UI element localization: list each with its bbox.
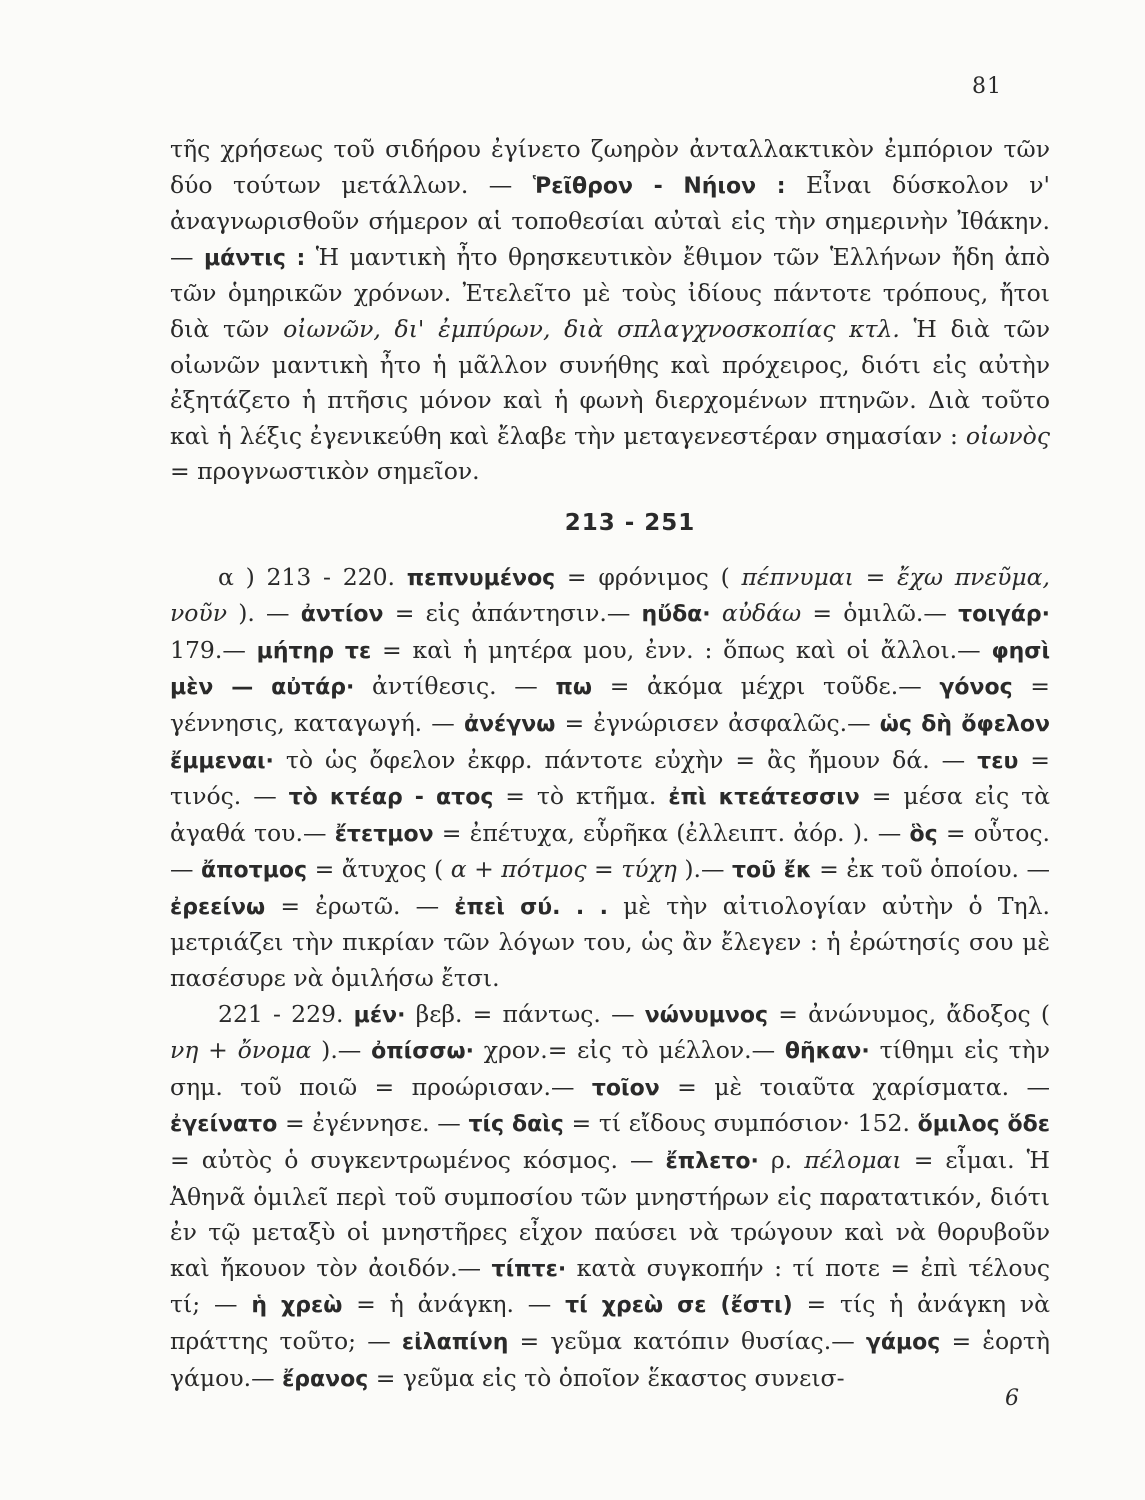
para-b-segment: = ἀνώνυμος, ἄδοξος (: [768, 999, 1050, 1028]
para-a-segment: ).—: [676, 855, 733, 884]
para-b-segment: εἰλαπίνη: [401, 1330, 509, 1355]
para-a-segment: μὲ τὴν αἰτιολογίαν αὐτὴν ὁ Τηλ. μετριάζει τὴν πικρίαν τῶν λόγων του, ὡς ἂν ἔλεγεν : ἡ ἐρώτησίς σου μὲ πασέσυρε νὰ ὁμιλήσω ἔτσι.: [170, 891, 1050, 993]
para-b-segment: ἡ χρεὼ: [251, 1293, 343, 1319]
para-b-segment: = εἶμαι. Ἡ Ἀθηνᾶ ὁμιλεῖ περὶ τοῦ συμποσίου τῶν μνηστήρων εἰς παρατατικόν, διότι ἐν τῷ μεταξὺ οἱ μνηστῆρες εἶχον παύσει νὰ τρώγουν καὶ νὰ θορυβοῦν καὶ ἤκουον τὸν ἀοιδόν.—: [170, 1146, 1050, 1282]
intro-segment: τῆς χρήσεως τοῦ σιδήρου ἐγίνετο ζωηρὸν ἀνταλλακτικὸν ἐμπόριον τῶν δύο τούτων μετάλλων. —: [170, 135, 1050, 199]
para-a-segment: 179.—: [170, 635, 257, 664]
para-a-segment: ἀντίθεσις. —: [354, 672, 556, 701]
para-a-segment: ἐπεὶ σύ. . .: [454, 894, 608, 920]
para-b-segment: ἐγείνατο: [170, 1112, 278, 1138]
para-b-segment: 221 - 229.: [218, 999, 354, 1028]
para-a-segment: φησὶ μὲν — αὐτάρ·: [170, 638, 1051, 701]
para-a-segment: μήτηρ τε: [256, 638, 372, 664]
para-b-segment: = αὐτὸς ὁ συγκεντρωμένος κόσμος. —: [170, 1146, 666, 1175]
para-b-segment: νώνυμνος: [644, 1002, 769, 1028]
intro-segment: Εἶναι δύσκολον ν' ἀναγνωρισθοῦν σήμερον αἱ τοποθεσίαι αὐταὶ εἰς τὴν σημερινὴν Ἰθάκην. —: [170, 170, 1050, 271]
para-a-segment: = ἐρωτῶ. —: [265, 891, 455, 920]
para-a-segment: ἀντίον: [300, 602, 384, 628]
para-a-segment: = τὸ κτῆμα.: [493, 782, 669, 811]
para-a-segment: = ἄτυχος (: [307, 855, 451, 884]
intro-segment: = προγνωστικὸν σημεῖον.: [170, 457, 480, 486]
para-a-segment: πω: [555, 675, 593, 701]
para-a-segment: αὐδάω: [710, 599, 802, 628]
para-b-segment: ὀπίσσω·: [371, 1039, 474, 1065]
para-a-segment: τὸ κτέαρ - ατος: [288, 785, 494, 811]
para-b-segment: γάμος: [865, 1330, 941, 1355]
para-a-segment: = καὶ ἡ μητέρα μου, ἐνν. : ὅπως καὶ οἱ ἄλλοι.—: [371, 635, 992, 664]
para-a-segment: ὃς: [909, 821, 938, 847]
intro-segment: Ἡ διὰ τῶν οἰωνῶν μαντικὴ ἦτο ἡ μᾶλλον συνήθης καὶ πρόχειρος, διότι εἰς αὐτὴν ἐξητάζετο ἡ πτῆσις μόνον καὶ ἡ φωνὴ διερχομένων πτηνῶν. Διὰ τοῦτο καὶ ἡ λέξις ἐγενικεύθη καὶ ἔλαβε τὴν μεταγενεστέραν σημασίαν :: [170, 314, 1050, 450]
intro-segment: μάντις :: [203, 245, 306, 271]
para-a-segment: τὸ ὡς ὄφελον ἐκφρ. πάντοτε εὐχὴν = ἂς ἤμουν δά. —: [273, 745, 978, 774]
section-heading: 213 - 251: [564, 509, 696, 536]
para-a-segment: ἐπὶ κτεάτεσσιν: [668, 785, 860, 811]
para-a-segment: = ἀκόμα μέχρι τοῦδε.—: [592, 672, 940, 701]
para-b-segment: βεβ. = πάντως. —: [405, 999, 645, 1028]
para-b-segment: θῆκαν·: [784, 1039, 870, 1065]
para-a-segment: ). —: [227, 599, 301, 628]
para-b-segment: πέλομαι: [804, 1146, 902, 1175]
para-b-segment: = τίς ἡ ἀνάγκη νὰ πράττης τοῦτο; —: [170, 1290, 1050, 1355]
para-b-segment: = ἐγέννησε. —: [277, 1109, 469, 1138]
para-a-segment: = ἐγνώρισεν ἀσφαλῶς.—: [555, 708, 880, 737]
para-b-segment: ρ.: [758, 1146, 805, 1175]
para-b-segment: χρον.= εἰς τὸ μέλλον.—: [473, 1036, 785, 1065]
intro-segment: Ῥεῖθρον - Νήιον :: [532, 173, 786, 199]
para-a-segment: α ) 213 - 220.: [218, 562, 407, 591]
para-a-segment: ἀνέγνω: [463, 711, 556, 737]
para-a-segment: ἐρεείνω: [170, 894, 266, 920]
para-a-segment: = ὁμιλῶ.—: [801, 599, 959, 628]
para-a-segment: πέπνυμαι = ἔχω πνεῦμα, νοῦν: [170, 562, 1050, 628]
para-b-segment: τοῖον: [591, 1075, 660, 1101]
para-a-segment: τοιγάρ·: [958, 602, 1050, 628]
para-b-segment: = τί εἴδους συμπόσιον· 152.: [563, 1109, 918, 1138]
intro-segment: οἰωνῶν, δι' ἐμπύρων, διὰ σπλαγχνοσκοπίας κτλ.: [283, 314, 900, 343]
para-b-segment: νη + ὄνομα: [170, 1036, 312, 1065]
para-b-segment: κατὰ συγκοπήν : τί ποτε = ἐπὶ τέλους τί; —: [170, 1253, 1050, 1319]
para-a-segment: ἄποτμος: [201, 858, 308, 884]
paragraph-a: [170, 560, 1050, 997]
para-b-segment: ὅμιλος ὅδε: [917, 1112, 1050, 1138]
para-a-segment: = φρόνιμος (: [555, 562, 742, 591]
para-a-segment: γόνος: [939, 675, 1013, 701]
para-a-segment: = οὗτος. —: [170, 818, 1050, 884]
para-a-segment: ὡς δὴ ὄφελον ἔμμεναι·: [170, 711, 1050, 774]
para-a-segment: = ἐκ τοῦ ὁποίου. —: [811, 855, 1051, 884]
para-a-segment: = ἐπέτυχα, εὗρῆκα (ἐλλειπτ. ἀόρ. ). —: [433, 818, 910, 847]
para-b-segment: τί χρεὼ σε (ἔστι): [565, 1293, 793, 1319]
page-number: 81: [972, 74, 1002, 99]
para-b-segment: = ἡ ἀνάγκη. —: [342, 1290, 566, 1319]
para-a-segment: = γέννησις, καταγωγή. —: [170, 672, 1050, 737]
para-a-segment: = μέσα εἰς τὰ ἀγαθά του.—: [170, 782, 1050, 847]
para-b-segment: = γεῦμα εἰς τὸ ὁποῖον ἕκαστος συνεισ-: [368, 1363, 845, 1392]
para-b-segment: = γεῦμα κατόπιν θυσίας.—: [508, 1327, 866, 1355]
para-a-segment: τοῦ ἔκ: [732, 858, 812, 884]
para-b-segment: τίς δαὶς: [468, 1112, 564, 1138]
para-b-segment: = μὲ τοιαῦτα χαρίσματα. —: [659, 1072, 1050, 1101]
para-b-segment: μέν·: [353, 1002, 406, 1028]
para-b-segment: = ἑορτὴ γάμου.—: [170, 1327, 1050, 1392]
intro-segment: οἰωνὸς: [965, 421, 1050, 450]
intro-segment: Ἡ μαντικὴ ἦτο θρησκευτικὸν ἔθιμον τῶν Ἑλλήνων ἤδη ἀπὸ τῶν ὁμηρικῶν χρόνων. Ἐτελεῖτο μὲ τοὺς ἰδίους πάντοτε τρόπους, ἤτοι διὰ τῶν: [170, 242, 1050, 343]
paragraph-b: [170, 997, 1050, 1398]
para-b-segment: ).—: [311, 1036, 372, 1065]
para-b-segment: ἔπλετο·: [665, 1149, 759, 1175]
para-a-segment: = εἰς ἀπάντησιν.—: [383, 599, 642, 628]
body-text: [170, 132, 1050, 1397]
para-a-segment: α + πότμος = τύχη: [450, 855, 677, 884]
para-a-segment: ηὔδα·: [641, 602, 711, 628]
para-a-segment: πεπνυμένος: [406, 565, 556, 591]
para-b-segment: τίθημι εἰς τὴν σημ. τοῦ ποιῶ = προώρισαν.—: [170, 1036, 1051, 1101]
para-a-segment: = τινός. —: [170, 745, 1050, 811]
para-a-segment: ἔτετμον: [334, 821, 434, 847]
para-b-segment: τίπτε·: [491, 1256, 567, 1282]
signature-mark: 6: [1005, 1386, 1019, 1411]
para-a-segment: τευ: [977, 748, 1019, 774]
para-b-segment: ἔρανος: [282, 1366, 369, 1392]
intro-paragraph: [170, 132, 1050, 490]
